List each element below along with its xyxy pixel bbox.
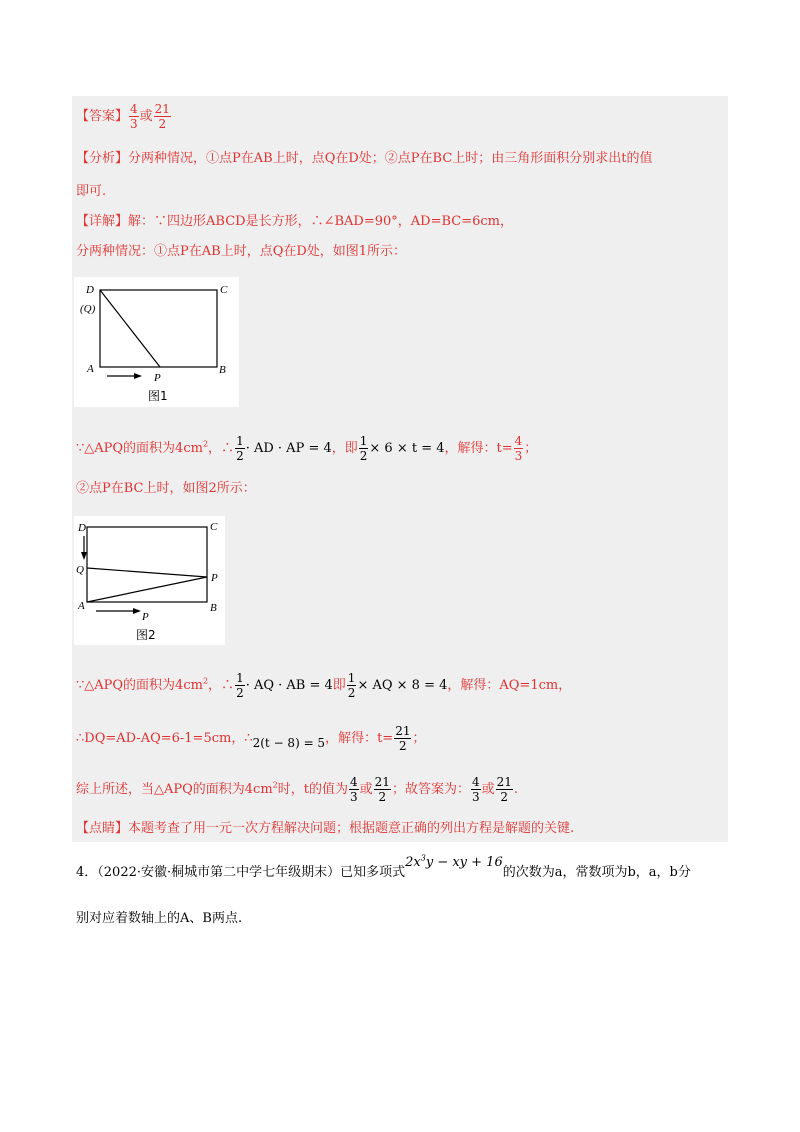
figure-1-label-b: B [219, 364, 226, 376]
answer-or: 或 [139, 109, 153, 124]
summary-fraction-1: $\frac{4}{3}$ [350, 775, 358, 804]
figure-1-label-d: D [86, 284, 94, 296]
figure-1-arrow-head [134, 373, 142, 379]
figure-2-label-c: C [210, 521, 218, 533]
summary-part-b: 时，t的值为 [277, 782, 348, 797]
step-1-namely: ，即 [331, 441, 358, 456]
step-1-therefore: ，∴ [208, 441, 235, 456]
figure-1 [74, 277, 239, 407]
step-3-solve: ，解得：t= [325, 731, 394, 746]
summary-or-2: 或 [481, 782, 495, 797]
step-2-solve: ，解得：AQ=1cm， [447, 678, 572, 693]
question-4-line-2: 别对应着数轴上的A、B两点. [76, 911, 243, 926]
summary-fraction-2: $\frac{21}{2}$ [374, 775, 390, 804]
step-1-prefix: ∵△APQ的面积为4cm [76, 441, 203, 456]
analysis-tag: 【分析】 [76, 151, 129, 166]
step-2-prefix: ∵△APQ的面积为4cm [76, 678, 203, 693]
figure-2-label-p-bottom: P [142, 611, 149, 623]
figure-2-label-q: Q [76, 564, 84, 576]
question-4-polynomial: $2x^3y$ − xy + 16 [405, 853, 503, 870]
step-3-result-fraction: $\frac{21}{2}$ [395, 724, 411, 753]
figure-1-label-c: C [220, 284, 228, 296]
detail-text-1: 解：∵四边形ABCD是长方形，∴∠BAD=90°，AD=BC=6cm， [128, 214, 513, 229]
step-3-equation: 2(t − 8) = 5 [252, 736, 326, 750]
figure-1-label-a: A [87, 363, 94, 375]
step-1-sup: 2 [202, 439, 209, 449]
step-2-line [76, 669, 571, 703]
figure-1-segment-dp [100, 290, 160, 367]
summary-end: . [513, 782, 519, 797]
figure-2 [74, 516, 225, 645]
figure-1-label-q: (Q) [80, 303, 96, 315]
figure-2-label-b: B [210, 602, 217, 614]
comment-line [76, 820, 574, 838]
step-2-half-fraction-2: $\frac{1}{2}$ [347, 671, 356, 700]
figure-2-label-p-right: P [211, 572, 218, 584]
question-4-line-1 [76, 853, 691, 884]
summary-part-a: 综上所述，当△APQ的面积为4cm [76, 782, 273, 797]
summary-part-c: ；故答案为： [391, 782, 470, 797]
step-1-result-fraction: $\frac{4}{3}$ [514, 434, 523, 463]
step-3-end: ； [412, 731, 426, 746]
step-1-equation-2: × 6 × t = 4 [369, 441, 445, 456]
summary-sup: 2 [272, 780, 278, 790]
figure-2-label-a: A [78, 600, 85, 612]
detail-tag: 【详解】 [76, 214, 129, 229]
analysis-line-2: 即可. [76, 184, 107, 199]
question-4-source: （2022·安徽·桐城市第二中学七年级期末）已知多项式 [97, 865, 406, 880]
detail-line-1 [76, 213, 513, 231]
question-4-number: 4． [76, 865, 98, 880]
figure-2-caption: 图2 [136, 628, 156, 642]
figure-2-label-d: D [78, 522, 86, 534]
step-2-equation-2: × AQ × 8 = 4 [357, 678, 448, 693]
analysis-text-1: 分两种情况，①点P在AB上时，点Q在D处；②点P在BC上时；由三角形面积分别求出t的值 [128, 151, 653, 166]
case-2-line: ②点P在BC上时，如图2所示： [76, 481, 256, 496]
figure-2-segment-ap [87, 577, 207, 602]
answer-fraction-2: $\frac{21}{2}$ [154, 102, 170, 131]
summary-or-1: 或 [359, 782, 373, 797]
step-1-end: ； [524, 441, 538, 456]
step-2-namely: 即 [332, 678, 346, 693]
comment-text: 本题考查了用一元一次方程解决问题；根据题意正确的列出方程是解题的关键. [128, 821, 575, 836]
step-2-therefore: ，∴ [208, 678, 235, 693]
step-1-solve: ，解得：t= [444, 441, 513, 456]
figure-2-rectangle [87, 527, 207, 602]
step-3-prefix: ∴DQ=AD-AQ=6-1=5cm，∴ [76, 731, 253, 746]
summary-fraction-4: $\frac{21}{2}$ [496, 775, 512, 804]
step-1-half-fraction: $\frac{1}{2}$ [236, 434, 244, 463]
step-2-sup: 2 [202, 676, 209, 686]
analysis-line-1 [76, 150, 653, 168]
step-3-line [76, 721, 426, 756]
answer-line [76, 102, 172, 131]
step-2-half-fraction: $\frac{1}{2}$ [236, 671, 244, 700]
figure-1-rectangle [100, 290, 217, 367]
summary-fraction-3: $\frac{4}{3}$ [471, 775, 480, 804]
answer-tag: 【答案】 [76, 109, 129, 124]
figure-2-down-arrow-head [81, 552, 87, 560]
figure-2-right-arrow-head [133, 608, 141, 614]
figure-2-segment-qp [87, 568, 207, 577]
comment-tag: 【点睛】 [76, 821, 129, 836]
figure-1-caption: 图1 [148, 389, 168, 403]
figure-2-diagram [74, 516, 225, 645]
step-1-half-fraction-2: $\frac{1}{2}$ [359, 434, 368, 463]
step-1-equation-1: · AD · AP = 4 [245, 441, 332, 456]
detail-line-2: 分两种情况：①点P在AB上时，点Q在D处，如图1所示： [76, 244, 407, 259]
figure-1-diagram [74, 277, 239, 407]
summary-line [76, 773, 518, 807]
step-1-line [76, 432, 537, 466]
question-4-after: 的次数为a，常数项为b，a，b分 [502, 865, 691, 880]
step-2-equation-1: · AQ · AB = 4 [245, 678, 333, 693]
answer-fraction-1: $\frac{4}{3}$ [130, 102, 138, 131]
figure-1-label-p: P [154, 372, 161, 384]
